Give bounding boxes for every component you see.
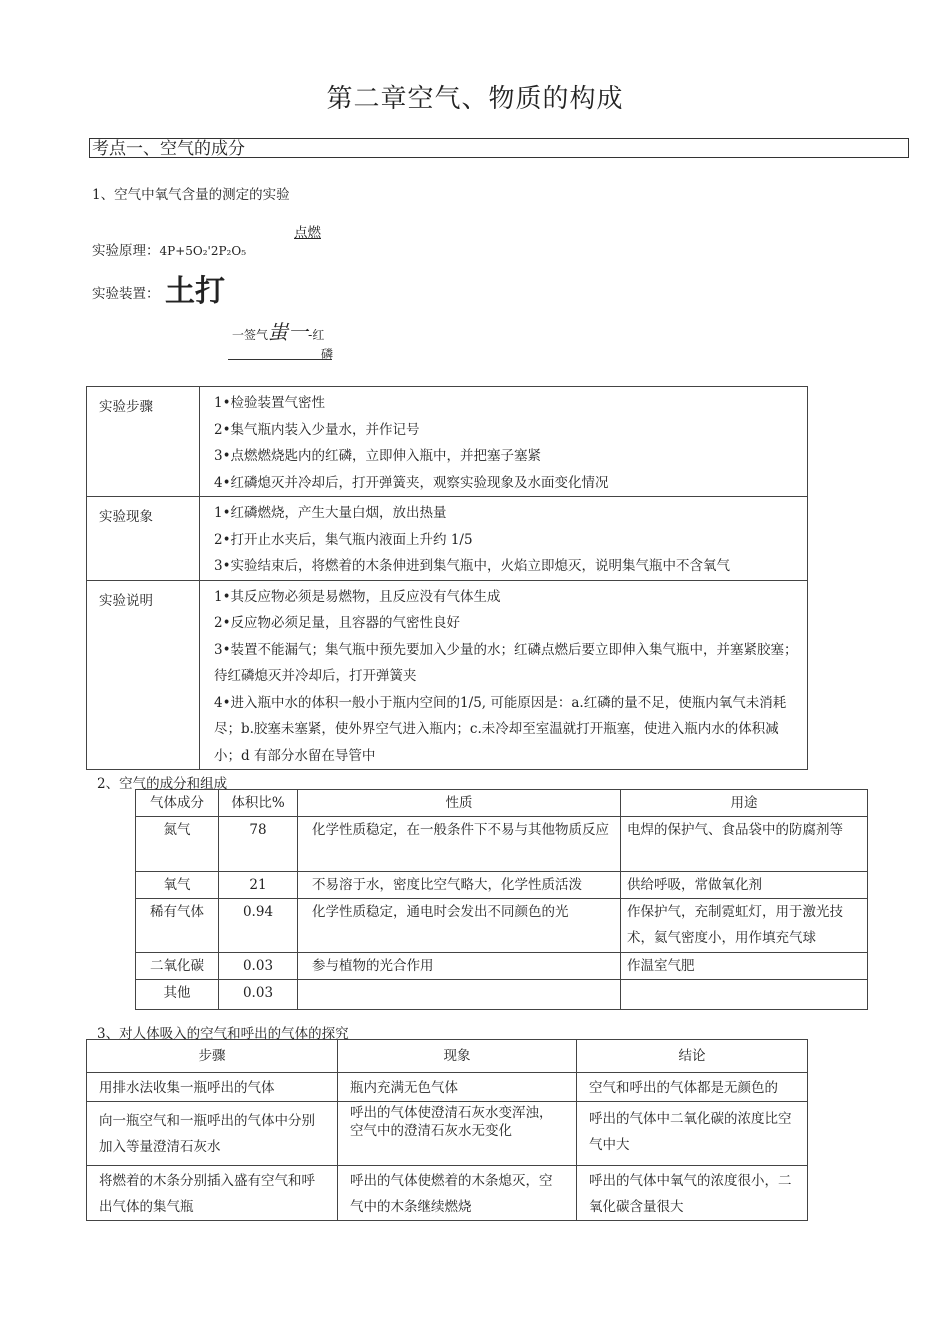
apparatus-label: 实验装置： [92, 286, 160, 302]
apparatus-caption [232, 316, 324, 345]
table-row [87, 1102, 808, 1166]
table-cell: 供给呼吸，常做氧化剂 [621, 872, 868, 899]
item2-heading: 2、空气的成分和组成 [97, 776, 228, 792]
apparatus-caption-left: 一签气 [232, 328, 269, 342]
table-cell: 稀有气体 [136, 899, 219, 953]
table-row [136, 899, 868, 953]
section-heading: 考点一、空气的成分 [89, 138, 909, 158]
table-cell: 呼出的气体使燃着的木条熄灭，空气中的木条继续燃烧 [338, 1166, 577, 1221]
column-header: 用途 [621, 790, 868, 817]
apparatus-caption-bottom: 磷 [321, 347, 334, 361]
row-label: 实验步骤 [87, 387, 200, 497]
list-item: 4•进入瓶中水的体积一般小于瓶内空间的1/5, 可能原因是：a.红磷的量不足，使瓶内氧气未消耗尽；b.胶塞未塞紧，使外界空气进入瓶内；c.未冷却至室温就打开瓶塞，使进入瓶内水的体积减小；d 有部分水留在导管中 [214, 694, 787, 764]
list-item: 3•点燃燃烧匙内的红磷，立即伸入瓶中，并把塞子塞紧 [214, 448, 542, 464]
list-item: 2•打开止水夹后，集气瓶内液面上升约 1/5 [214, 531, 473, 548]
table-row [87, 497, 808, 581]
list-item: 1•红磷燃烧，产生大量白烟，放出热量 [214, 505, 447, 521]
apparatus-caption-right: -红 [308, 328, 325, 342]
table-cell: 作温室气肥 [621, 953, 868, 980]
table-row [136, 953, 868, 980]
principle-line [92, 239, 246, 259]
experiment-table [86, 386, 808, 770]
list-item: 2•反应物必须足量，且容器的气密性良好 [214, 615, 461, 631]
table-cell [621, 980, 868, 1010]
table-cell: 用排水法收集一瓶呼出的气体 [87, 1073, 338, 1102]
breath-table [86, 1039, 808, 1221]
table-cell: 将燃着的木条分别插入盛有空气和呼出气体的集气瓶 [87, 1166, 338, 1221]
table-cell: 其他 [136, 980, 219, 1010]
table-cell: 氮气 [136, 817, 219, 872]
table-cell: 21 [219, 872, 298, 899]
table-row [136, 817, 868, 872]
table-cell: 0.03 [219, 953, 298, 980]
table-cell: 呼出的气体使澄清石灰水变浑浊，空气中的澄清石灰水无变化 [338, 1102, 577, 1166]
table-row [87, 580, 808, 770]
table-header-row [87, 1040, 808, 1073]
composition-table [135, 789, 868, 1010]
apparatus-baseline [228, 359, 332, 360]
table-cell: 参与植物的光合作用 [298, 953, 621, 980]
reaction-condition: 点燃 [294, 225, 321, 241]
list-item: 3•装置不能漏气；集气瓶中预先要加入少量的水；红磷点燃后要立即伸入集气瓶中，并塞紧胶塞；待红磷熄灭并冷却后，打开弹簧夹 [214, 641, 798, 684]
table-cell: 78 [219, 817, 298, 872]
table-cell: 氧气 [136, 872, 219, 899]
column-header: 体积比% [219, 790, 298, 817]
table-row [87, 1073, 808, 1102]
principle-label: 实验原理： [92, 243, 160, 259]
table-cell: 向一瓶空气和一瓶呼出的气体中分别加入等量澄清石灰水 [87, 1102, 338, 1166]
table-header-row [136, 790, 868, 817]
principle-formula: 4P+5O₂'2P₂O₅ [159, 244, 247, 258]
table-cell: 呼出的气体中氧气的浓度很小，二氧化碳含量很大 [577, 1166, 808, 1221]
table-cell: 呼出的气体中二氧化碳的浓度比空气中大 [577, 1102, 808, 1166]
column-header: 气体成分 [136, 790, 219, 817]
list-item: 1•检验装置气密性 [214, 395, 326, 411]
page-title: 第二章空气、物质的构成 [326, 84, 624, 114]
table-cell: 化学性质稳定，在一般条件下不易与其他物质反应 [298, 817, 621, 872]
column-header: 现象 [338, 1040, 577, 1073]
apparatus-caption-mid: 蚩一 [268, 320, 309, 344]
list-item: 2•集气瓶内装入少量水，并作记号 [214, 421, 420, 438]
table-cell: 不易溶于水，密度比空气略大，化学性质活泼 [298, 872, 621, 899]
list-item: 1•其反应物必须是易燃物，且反应没有气体生成 [214, 588, 501, 605]
item1-heading: 1、空气中氧气含量的测定的实验 [92, 187, 290, 203]
column-header: 性质 [298, 790, 621, 817]
table-cell [298, 980, 621, 1010]
row-label: 实验现象 [87, 497, 200, 581]
item3-heading: 3、对人体吸入的空气和呼出的气体的探究 [97, 1026, 349, 1042]
list-item: 4•红磷熄灭并冷却后，打开弹簧夹，观察实验现象及水面变化情况 [214, 474, 609, 491]
row-content [200, 580, 808, 770]
table-row [87, 387, 808, 497]
table-cell: 电焊的保护气、食品袋中的防腐剂等 [621, 817, 868, 872]
row-content [200, 497, 808, 581]
table-cell: 0.94 [219, 899, 298, 953]
table-cell: 二氧化碳 [136, 953, 219, 980]
row-label: 实验说明 [87, 580, 200, 770]
table-cell: 作保护气，充制霓虹灯，用于激光技术，氦气密度小，用作填充气球 [621, 899, 868, 953]
list-item: 3•实验结束后，将燃着的木条伸进到集气瓶中，火焰立即熄灭，说明集气瓶中不含氧气 [214, 558, 731, 574]
apparatus-figure-glyph: 土打 [165, 274, 225, 309]
row-content [200, 387, 808, 497]
table-cell: 瓶内充满无色气体 [338, 1073, 577, 1102]
table-cell: 0.03 [219, 980, 298, 1010]
table-row [136, 872, 868, 899]
table-cell: 空气和呼出的气体都是无颜色的 [577, 1073, 808, 1102]
column-header: 结论 [577, 1040, 808, 1073]
column-header: 步骤 [87, 1040, 338, 1073]
table-cell: 化学性质稳定，通电时会发出不同颜色的光 [298, 899, 621, 953]
table-row [87, 1166, 808, 1221]
table-row [136, 980, 868, 1010]
